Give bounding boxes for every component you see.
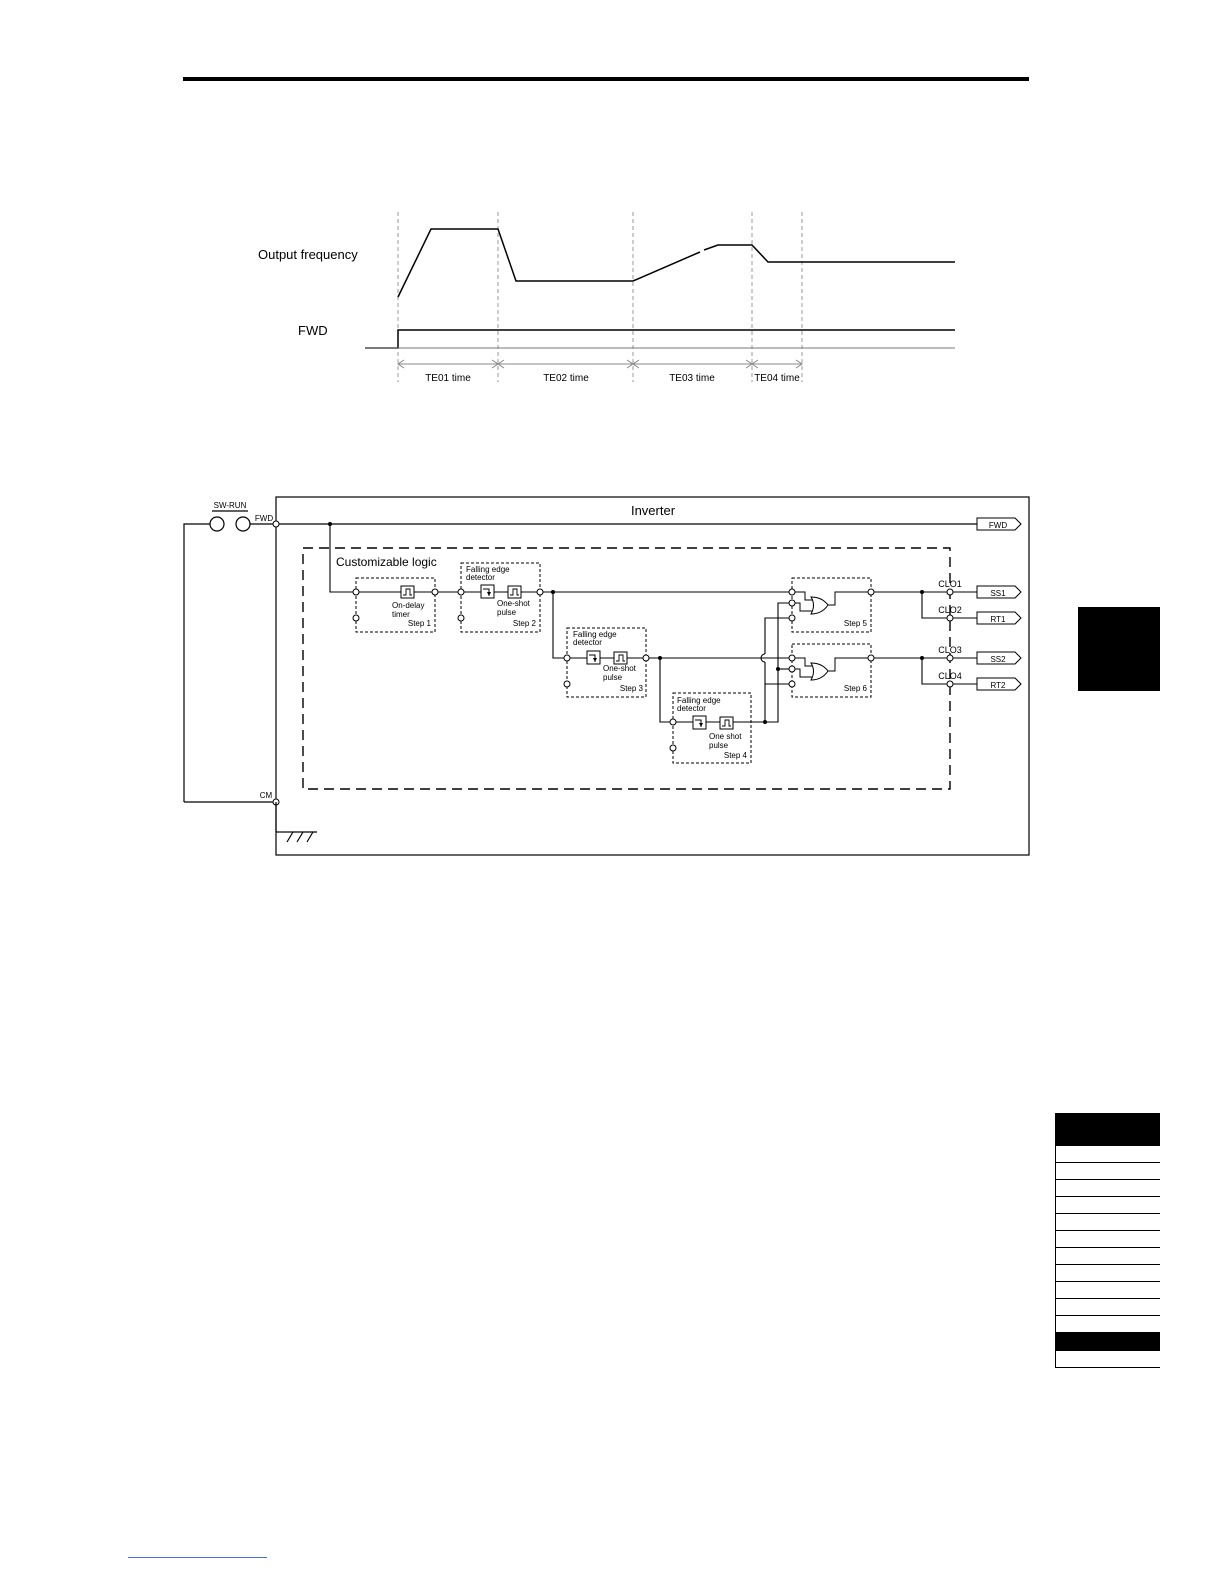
svg-text:Step 5: Step 5 [843,619,867,628]
svg-text:RT2: RT2 [990,681,1006,690]
timing-chart [0,0,1224,420]
chapter-index-table [1055,1113,1160,1368]
svg-text:Falling edge: Falling edge [573,630,617,639]
index-row [1056,1197,1160,1214]
index-table-header [1055,1113,1160,1146]
svg-text:detector: detector [573,638,602,647]
svg-text:On-delay: On-delay [392,601,425,610]
svg-text:Step 2: Step 2 [512,619,536,628]
label-te01: TE01 time [425,373,471,384]
interval-arrows [398,360,802,368]
output-clo2 [938,605,1021,624]
step3-block [564,628,649,697]
output-clo1 [938,579,1021,598]
or-gate-icon [795,658,868,680]
falling-edge-icon [693,716,706,729]
index-row [1056,1299,1160,1316]
svg-text:pulse: pulse [709,741,729,750]
step4-block [670,693,751,763]
step1-block [353,578,438,632]
fwd-output-label: FWD [988,521,1008,530]
output-frequency-waveform [398,229,700,297]
svg-text:pulse: pulse [603,673,623,682]
step6-block [789,644,874,697]
svg-text:SS2: SS2 [990,655,1006,664]
inverter-label: Inverter [630,503,676,518]
svg-text:detector: detector [677,704,706,713]
index-row [1056,1316,1160,1333]
on-delay-timer-icon [401,586,414,598]
step5-block [789,578,874,632]
label-te02: TE02 time [543,373,589,384]
sw-run-label: SW-RUN [213,501,247,510]
svg-text:CLO2: CLO2 [938,605,962,615]
svg-text:One-shot: One-shot [497,599,530,608]
output-clo3 [938,645,1021,664]
customizable-logic-label: Customizable logic [336,555,437,569]
index-row [1056,1282,1160,1299]
index-row [1056,1180,1160,1197]
svg-text:pulse: pulse [497,608,517,617]
svg-text:RT1: RT1 [990,615,1006,624]
ground-icon [276,802,317,842]
index-row [1056,1214,1160,1231]
terminal-fwd [273,521,279,527]
index-row [1056,1163,1160,1180]
svg-text:detector: detector [466,573,495,582]
svg-text:CLO1: CLO1 [938,579,962,589]
or-gate-icon [795,592,868,614]
svg-text:One shot: One shot [709,732,742,741]
svg-text:Step 1: Step 1 [407,619,431,628]
index-row [1056,1351,1160,1368]
label-fwd: FWD [298,323,328,338]
inverter-frame [276,497,1029,855]
index-row [1056,1248,1160,1265]
output-clo4 [938,671,1021,690]
svg-text:One-shot: One-shot [603,664,636,673]
terminal-fwd-label: FWD [254,514,274,523]
index-row-active [1056,1333,1160,1351]
terminal-cm-label: CM [259,791,273,800]
svg-text:Step 3: Step 3 [619,684,643,693]
svg-text:timer: timer [392,610,410,619]
sw-run-switch [184,511,276,802]
label-te04: TE04 time [754,373,800,384]
logic-diagram [0,480,1224,880]
svg-text:Falling edge: Falling edge [677,696,721,705]
fwd-waveform [365,330,955,348]
output-frequency-waveform-2 [704,245,955,262]
time-guides [398,212,802,382]
label-te03: TE03 time [669,373,715,384]
svg-text:Step 4: Step 4 [723,751,747,760]
one-shot-pulse-icon [614,652,627,664]
svg-text:CLO3: CLO3 [938,645,962,655]
chapter-tab [1078,607,1160,691]
step2-block [458,563,543,632]
svg-text:Falling edge: Falling edge [466,565,510,574]
index-row [1056,1146,1160,1163]
index-row [1056,1231,1160,1248]
one-shot-pulse-icon [720,717,733,729]
falling-edge-icon [587,651,600,664]
index-row [1056,1265,1160,1282]
svg-text:CLO4: CLO4 [938,671,962,681]
footer-rule [128,1557,267,1558]
one-shot-pulse-icon [508,586,521,598]
svg-text:SS1: SS1 [990,589,1006,598]
label-output-frequency: Output frequency [258,247,358,262]
falling-edge-icon [481,585,494,598]
svg-text:Step 6: Step 6 [843,684,867,693]
